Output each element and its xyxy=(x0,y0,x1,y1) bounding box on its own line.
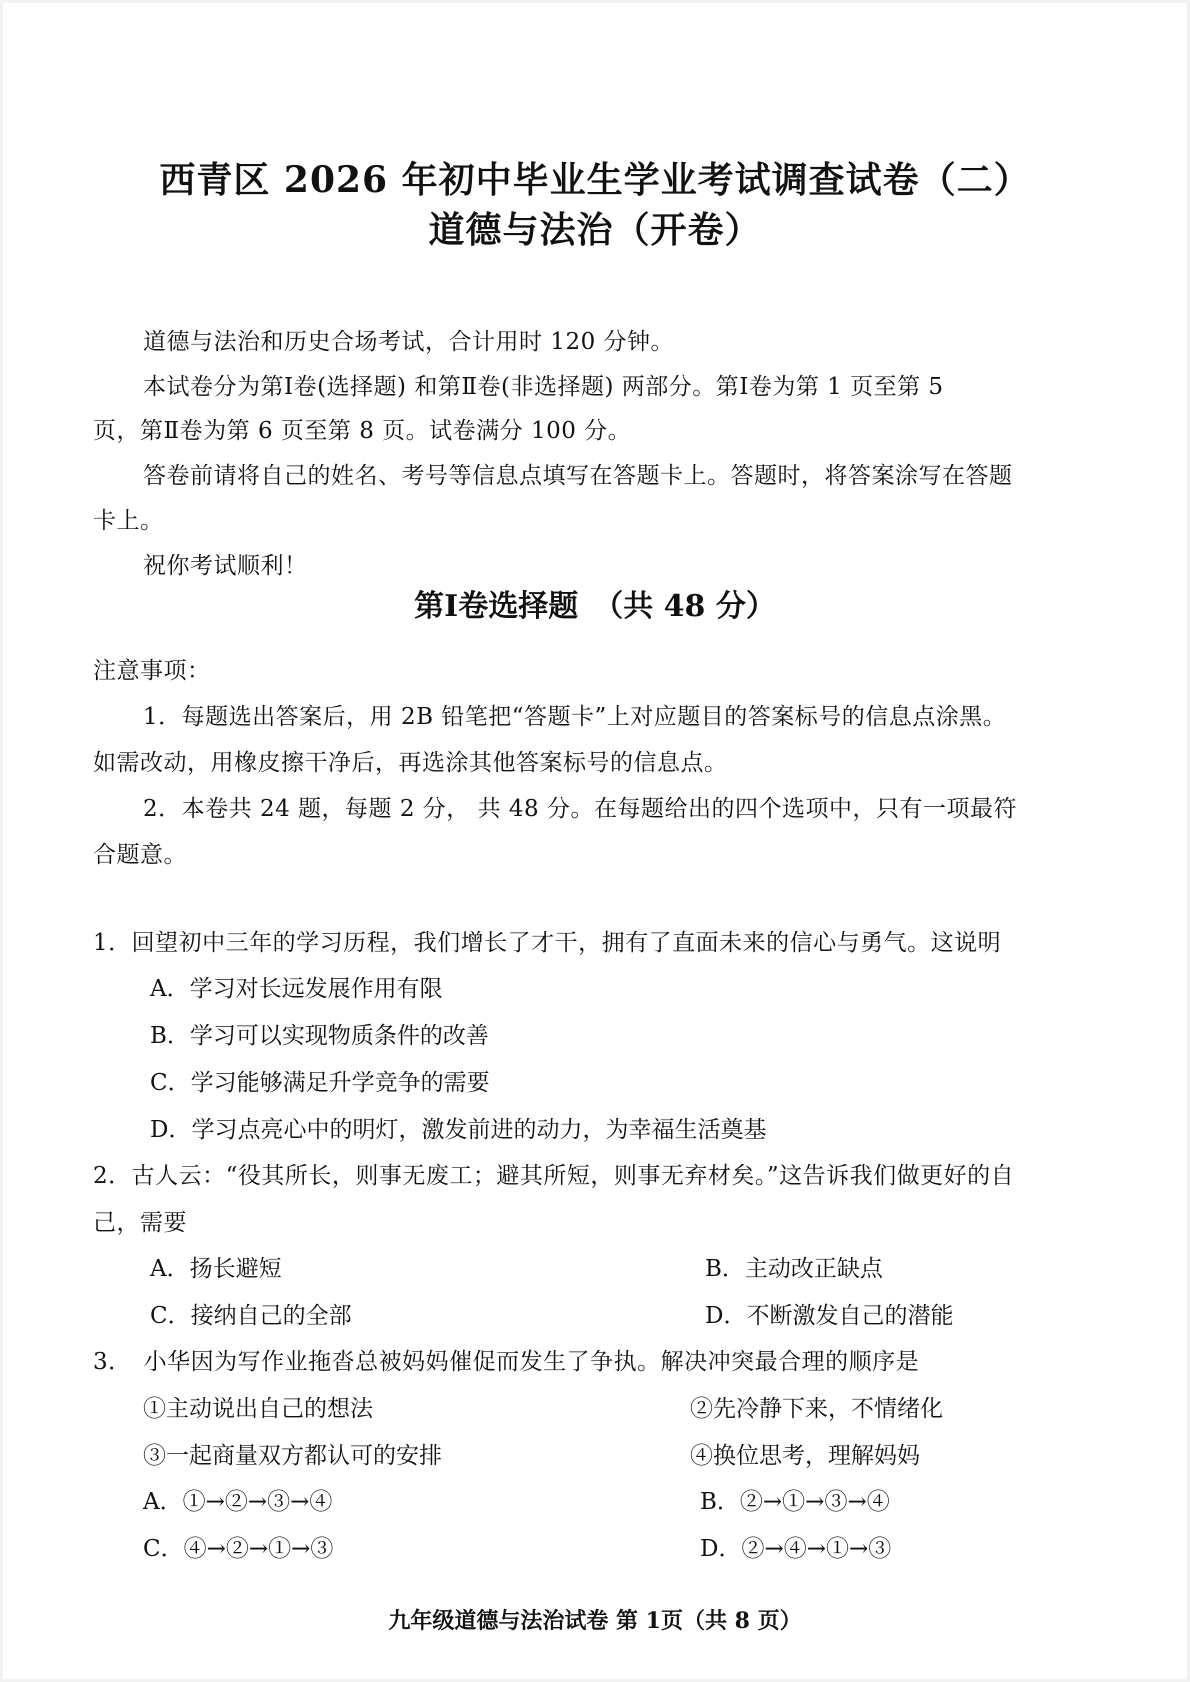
question-1-option-d: D．学习点亮心中的明灯，激发前进的动力，为幸福生活奠基 xyxy=(150,1117,767,1143)
question-1-option-b: B．学习可以实现物质条件的改善 xyxy=(150,1023,489,1049)
question-2-stem-line1: 2．古人云：“役其所长，则事无废工；避其所短，则事无弃材矣。”这告诉我们做更好的自 xyxy=(93,1163,1015,1189)
page-footer: 九年级道德与法治试卷 第 1页（共 8 页） xyxy=(388,1608,802,1634)
question-3-item-1: ①主动说出自己的想法 xyxy=(143,1396,373,1422)
intro-good-luck: 祝你考试顺利！ xyxy=(143,553,308,579)
question-1-option-a: A．学习对长远发展作用有限 xyxy=(150,976,443,1002)
question-3-option-c: C．④→②→①→③ xyxy=(143,1536,334,1562)
question-2-option-b: B．主动改正缺点 xyxy=(705,1256,883,1282)
notice-label: 注意事项： xyxy=(93,658,211,684)
question-3-option-b: B．②→①→③→④ xyxy=(700,1489,890,1515)
exam-title: 西青区 2026 年初中毕业生学业考试调查试卷（二） xyxy=(159,159,1031,201)
notice-1-line1: 1．每题选出答案后，用 2B 铅笔把“答题卡”上对应题目的答案标号的信息点涂黑。 xyxy=(143,704,1007,730)
question-3-item-2: ②先冷静下来，不情绪化 xyxy=(690,1396,943,1422)
notice-1-line2: 如需改动，用橡皮擦干净后，再选涂其他答案标号的信息点。 xyxy=(93,750,728,776)
question-3-stem: 3． 小华因为写作业拖沓总被妈妈催促而发生了争执。解决冲突最合理的顺序是 xyxy=(93,1349,920,1375)
question-1-option-c: C．学习能够满足升学竞争的需要 xyxy=(150,1070,490,1096)
intro-structure-line1: 本试卷分为第Ⅰ卷(选择题) 和第Ⅱ卷(非选择题) 两部分。第Ⅰ卷为第 1 页至第 5 xyxy=(143,374,944,400)
question-3-item-3: ③一起商量双方都认可的安排 xyxy=(143,1443,442,1469)
notice-2-line1: 2．本卷共 24 题，每题 2 分， 共 48 分。在每题给出的四个选项中，只有一项最符 xyxy=(143,796,1017,822)
question-2-stem-line2: 己，需要 xyxy=(93,1210,187,1236)
intro-answer-line1: 答卷前请将自己的姓名、考号等信息点填写在答题卡上。答题时，将答案涂写在答题 xyxy=(143,463,1013,489)
notice-2-line2: 合题意。 xyxy=(93,842,187,868)
question-2-option-c: C．接纳自己的全部 xyxy=(150,1303,352,1329)
question-1-stem: 1．回望初中三年的学习历程，我们增长了才干，拥有了直面未来的信心与勇气。这说明 xyxy=(93,930,1002,956)
question-3-option-d: D．②→④→①→③ xyxy=(700,1536,892,1562)
intro-answer-line2: 卡上。 xyxy=(93,508,164,534)
question-3-item-4: ④换位思考，理解妈妈 xyxy=(690,1443,920,1469)
question-3-option-a: A．①→②→③→④ xyxy=(143,1489,333,1515)
intro-structure-line2: 页，第Ⅱ卷为第 6 页至第 8 页。试卷满分 100 分。 xyxy=(93,418,632,444)
question-2-option-a: A．扬长避短 xyxy=(150,1256,282,1282)
question-2-option-d: D．不断激发自己的潜能 xyxy=(705,1303,954,1329)
intro-time-note: 道德与法治和历史合场考试，合计用时 120 分钟。 xyxy=(143,329,675,355)
section-title: 第Ⅰ卷选择题 （共 48 分） xyxy=(414,589,776,624)
exam-subtitle: 道德与法治（开卷） xyxy=(428,209,762,251)
